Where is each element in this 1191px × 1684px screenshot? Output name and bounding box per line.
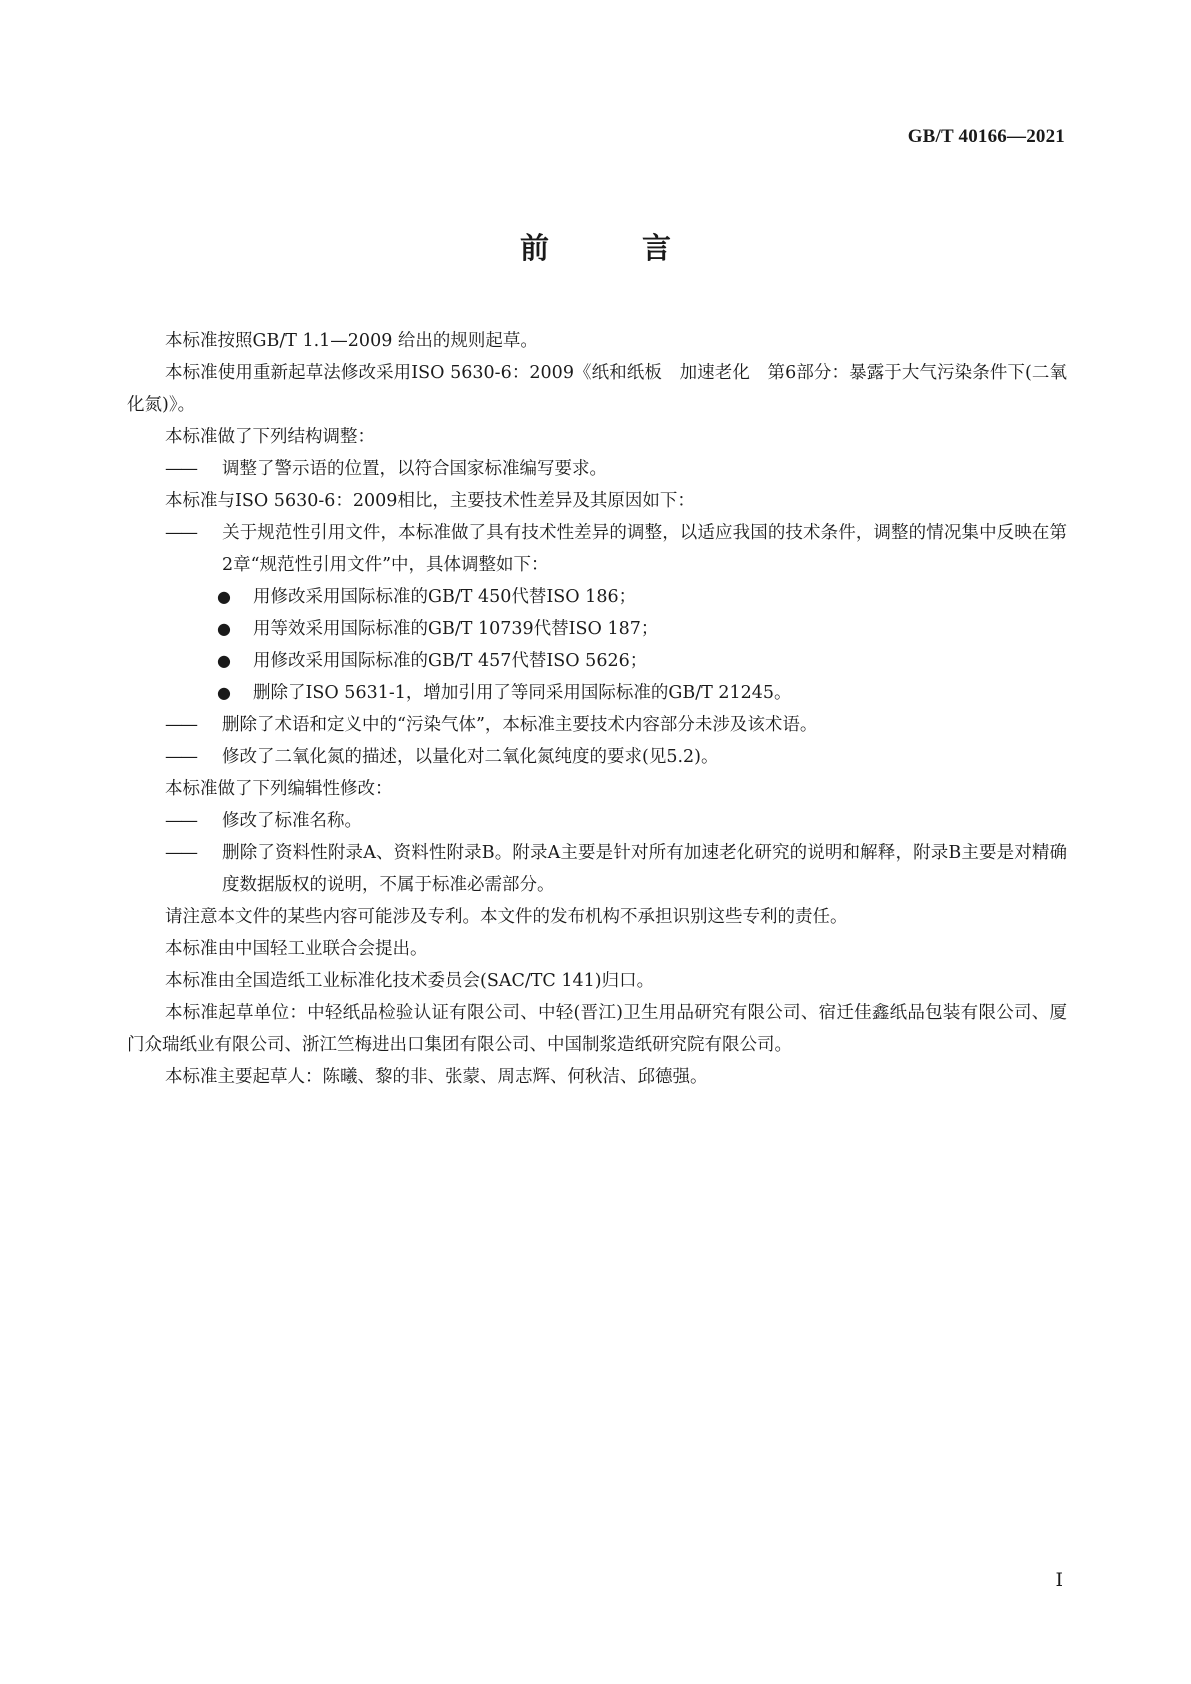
bullet-icon: ●: [217, 651, 231, 670]
bullet-text: 用修改采用国际标准的GB/T 457代替ISO 5626；: [253, 651, 648, 671]
dash-item-text: 关于规范性引用文件，本标准做了具有技术性差异的调整，以适应我国的技术条件，调整的情况集中反映在第2章“规范性引用文件”中，具体调整如下：: [222, 523, 1067, 575]
bullet-text: 删除了ISO 5631-1，增加引用了等同采用国际标准的GB/T 21245。: [253, 683, 792, 703]
bullet-text: 用修改采用国际标准的GB/T 450代替ISO 186；: [253, 587, 637, 607]
dash-mark: ——: [165, 843, 196, 863]
paragraph: 本标准由全国造纸工业标准化技术委员会(SAC/TC 141)归口。: [165, 971, 655, 991]
dash-item-text: 删除了资料性附录A、资料性附录B。附录A主要是针对所有加速老化研究的说明和解释，附录B主要是对精确度数据版权的说明，不属于标准必需部分。: [222, 843, 1067, 895]
dash-item-text: 调整了警示语的位置，以符合国家标准编写要求。: [222, 459, 607, 479]
paragraph: 本标准做了下列编辑性修改：: [165, 779, 393, 799]
dash-item: [127, 805, 1067, 837]
paragraph: 请注意本文件的某些内容可能涉及专利。本文件的发布机构不承担识别这些专利的责任。: [165, 907, 848, 927]
paragraph: 本标准主要起草人：陈曦、黎的非、张蒙、周志辉、何秋洁、邱德强。: [165, 1067, 708, 1087]
paragraph: 本标准做了下列结构调整：: [165, 427, 375, 447]
bullet-icon: ●: [217, 619, 231, 638]
document-body: [127, 325, 1067, 1093]
paragraph: 本标准由中国轻工业联合会提出。: [165, 939, 428, 959]
dash-mark: ——: [165, 811, 196, 831]
paragraph: 本标准起草单位：中轻纸品检验认证有限公司、中轻(晋江)卫生用品研究有限公司、宿迁佳鑫纸品包装有限公司、厦门众瑞纸业有限公司、浙江竺梅进出口集团有限公司、中国制浆造纸研究院有限公司。: [127, 1003, 1067, 1055]
dash-mark: ——: [165, 715, 196, 735]
dash-item-text: 修改了二氧化氮的描述，以量化对二氧化氮纯度的要求(见5.2)。: [222, 747, 719, 767]
paragraph: 本标准使用重新起草法修改采用ISO 5630-6：2009《纸和纸板 加速老化 第6部分：暴露于大气污染条件下(二氧化氮)》。: [127, 363, 1067, 415]
bullet-item: [127, 677, 1067, 709]
dash-item-text: 修改了标准名称。: [222, 811, 362, 831]
dash-item: [127, 837, 1067, 901]
bullet-icon: ●: [217, 683, 231, 702]
page-header: GB/T 40166—2021: [907, 126, 1065, 147]
bullet-text: 用等效采用国际标准的GB/T 10739代替ISO 187；: [253, 619, 659, 639]
bullet-item: [127, 613, 1067, 645]
page-title: 前 言: [519, 231, 703, 265]
paragraph: 本标准与ISO 5630-6：2009相比，主要技术性差异及其原因如下：: [165, 491, 695, 511]
bullet-item: [127, 581, 1067, 613]
dash-item: [127, 709, 1067, 741]
page-number: I: [1055, 1569, 1063, 1591]
dash-item-text: 删除了术语和定义中的“污染气体”，本标准主要技术内容部分未涉及该术语。: [222, 715, 818, 735]
bullet-icon: ●: [217, 587, 231, 606]
dash-mark: ——: [165, 747, 196, 767]
dash-item: [127, 453, 1067, 485]
dash-mark: ——: [165, 523, 196, 543]
bullet-item: [127, 645, 1067, 677]
dash-item: [127, 517, 1067, 581]
paragraph: 本标准按照GB/T 1.1—2009 给出的规则起草。: [165, 331, 538, 351]
dash-mark: ——: [165, 459, 196, 479]
dash-item: [127, 741, 1067, 773]
